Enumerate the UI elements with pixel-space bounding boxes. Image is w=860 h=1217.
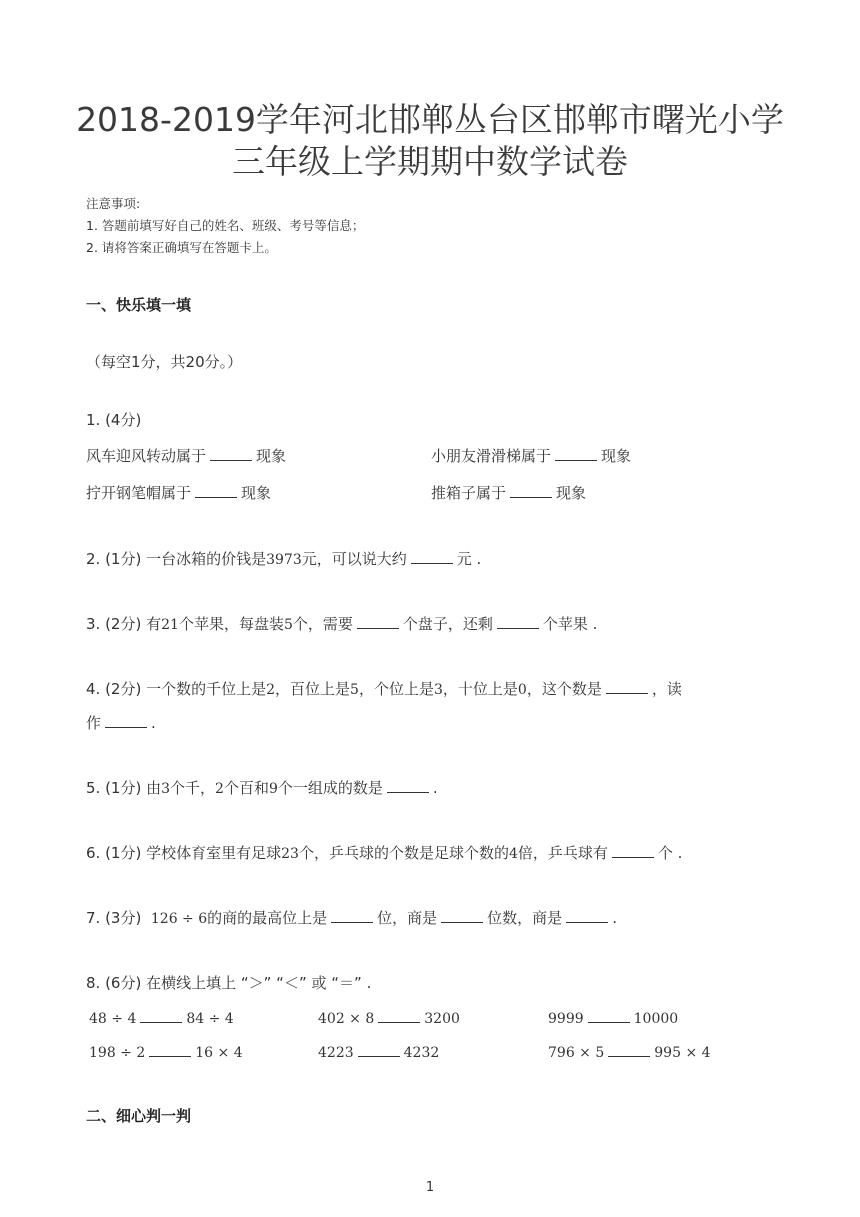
answer-blank[interactable] bbox=[331, 908, 373, 923]
q7-expression: 126 ÷ 6 bbox=[150, 911, 208, 927]
answer-blank[interactable] bbox=[555, 446, 597, 461]
q6-text-end: 个 . bbox=[657, 844, 683, 862]
q4-num-1: 2 bbox=[266, 682, 276, 698]
q8-right-expr: 16 × 4 bbox=[195, 1045, 243, 1061]
answer-blank[interactable] bbox=[608, 1042, 650, 1057]
q3-text-3: 个盘子，还剩 bbox=[402, 615, 493, 633]
q5-text-end: . bbox=[432, 779, 438, 797]
answer-blank[interactable] bbox=[510, 483, 552, 498]
q7-text-3: 位数，商是 bbox=[487, 909, 563, 927]
q3-text-2: 个，需要 bbox=[292, 615, 353, 633]
q8-label: 8. (6分) 在横线上填上 “＞” “＜” 或 “＝” . bbox=[86, 974, 372, 992]
q8-item bbox=[548, 1008, 678, 1027]
page-number: 1 bbox=[425, 1180, 435, 1195]
question-4 bbox=[86, 678, 682, 699]
q1-b-suffix: 现象 bbox=[601, 447, 632, 465]
q5-num-1: 3 bbox=[161, 781, 171, 797]
answer-blank[interactable] bbox=[612, 843, 654, 858]
answer-blank[interactable] bbox=[378, 1008, 420, 1023]
q4-text-1: ，百位上是 bbox=[275, 680, 351, 698]
q6-text: 6. (1分) 学校体育室里有足球 bbox=[86, 844, 282, 862]
answer-blank[interactable] bbox=[606, 679, 648, 694]
q8-right-expr: 10000 bbox=[633, 1011, 679, 1027]
answer-blank[interactable] bbox=[497, 614, 539, 629]
q1-item-d bbox=[431, 482, 586, 503]
q8-item bbox=[318, 1042, 439, 1061]
q2-text-end: 元 . bbox=[456, 550, 482, 568]
q1-item-b bbox=[431, 445, 631, 466]
q1-label: 1. (4分) bbox=[86, 411, 142, 429]
q8-left-expr: 4223 bbox=[318, 1045, 354, 1061]
q1-b-text: 小朋友滑滑梯属于 bbox=[431, 447, 552, 465]
q4-text-2: ，个位上是 bbox=[358, 680, 434, 698]
q8-left-expr: 9999 bbox=[548, 1011, 584, 1027]
answer-blank[interactable] bbox=[195, 483, 237, 498]
q5-num-2: 2 bbox=[215, 781, 224, 797]
q5-text: 5. (1分) 由 bbox=[86, 779, 162, 797]
q8-right-expr: 4232 bbox=[403, 1045, 440, 1061]
section-1-title: 一、快乐填一填 bbox=[86, 296, 192, 314]
q6-num-2: 4 bbox=[508, 846, 518, 862]
q8-left-expr: 198 ÷ 2 bbox=[89, 1045, 146, 1061]
q1-item-c bbox=[86, 482, 271, 503]
q2-text-mid: 元，可以说大约 bbox=[301, 550, 407, 568]
q4-num-4: 0 bbox=[517, 682, 527, 698]
q4-text-4: ，这个数是 bbox=[526, 680, 602, 698]
q3-num-2: 5 bbox=[283, 617, 293, 633]
q1-item-a bbox=[86, 445, 286, 466]
q1-d-text: 推箱子属于 bbox=[431, 484, 507, 502]
q6-num-1: 23 bbox=[281, 846, 299, 862]
question-5 bbox=[86, 777, 438, 798]
notes-heading: 注意事项: bbox=[86, 196, 141, 211]
answer-blank[interactable] bbox=[210, 446, 252, 461]
q6-text-1: 个，乒乓球的个数是足球个数的 bbox=[298, 844, 509, 862]
q5-text-3: 个一组成的数是 bbox=[277, 779, 383, 797]
question-2 bbox=[86, 548, 481, 569]
question-7 bbox=[86, 907, 617, 928]
exam-title-line2: 三年级上学期期中数学试卷 bbox=[232, 142, 628, 181]
question-3 bbox=[86, 613, 597, 634]
q3-text: 3. (2分) 有 bbox=[86, 615, 162, 633]
notes-item-1: 1. 答题前填写好自己的姓名、班级、考号等信息； bbox=[86, 218, 365, 233]
answer-blank[interactable] bbox=[411, 549, 453, 564]
q8-item bbox=[318, 1008, 460, 1027]
q1-c-text: 拧开钢笔帽属于 bbox=[86, 484, 192, 502]
q3-num-1: 21 bbox=[161, 617, 179, 633]
answer-blank[interactable] bbox=[441, 908, 483, 923]
answer-blank[interactable] bbox=[140, 1008, 182, 1023]
q5-text-2: 个百和 bbox=[223, 779, 269, 797]
q4-num-2: 5 bbox=[350, 682, 359, 698]
q5-num-3: 9 bbox=[268, 781, 278, 797]
answer-blank[interactable] bbox=[358, 1042, 400, 1057]
notes-item-2: 2. 请将答案正确填写在答题卡上。 bbox=[86, 240, 277, 255]
q2-price: 3973 bbox=[266, 552, 302, 568]
section-1-scoring: （每空1分，共20分。） bbox=[86, 353, 243, 371]
answer-blank[interactable] bbox=[387, 778, 429, 793]
q1-a-text: 风车迎风转动属于 bbox=[86, 447, 207, 465]
answer-blank[interactable] bbox=[149, 1042, 191, 1057]
q4-text: 4. (2分) 一个数的千位上是 bbox=[86, 680, 267, 698]
q3-text-1: 个苹果，每盘装 bbox=[178, 615, 284, 633]
q7-label: 7. (3分) bbox=[86, 909, 142, 927]
section-2-title: 二、细心判一判 bbox=[86, 1107, 192, 1125]
q5-text-1: 个千， bbox=[170, 779, 216, 797]
q1-a-suffix: 现象 bbox=[256, 447, 287, 465]
answer-blank[interactable] bbox=[588, 1008, 630, 1023]
q1-d-suffix: 现象 bbox=[556, 484, 587, 502]
q6-text-2: 倍，乒乓球有 bbox=[517, 844, 608, 862]
q4-num-3: 3 bbox=[433, 682, 443, 698]
q8-right-expr: 3200 bbox=[424, 1011, 460, 1027]
q8-item bbox=[89, 1008, 234, 1027]
q8-left-expr: 48 ÷ 4 bbox=[89, 1011, 137, 1027]
q4-line2-text: 作 bbox=[86, 714, 102, 732]
q3-text-end: 个苹果 . bbox=[542, 615, 598, 633]
q7-text-1: 的商的最高位上是 bbox=[207, 909, 328, 927]
answer-blank[interactable] bbox=[566, 908, 608, 923]
q4-text-3: ，十位上是 bbox=[442, 680, 518, 698]
q8-right-expr: 995 × 4 bbox=[654, 1045, 711, 1061]
q8-item bbox=[548, 1042, 711, 1061]
q8-left-expr: 402 × 8 bbox=[318, 1011, 375, 1027]
answer-blank[interactable] bbox=[357, 614, 399, 629]
q8-right-expr: 84 ÷ 4 bbox=[186, 1011, 234, 1027]
q1-c-suffix: 现象 bbox=[241, 484, 272, 502]
q7-text-2: 位，商是 bbox=[377, 909, 438, 927]
q2-text: 2. (1分) 一台冰箱的价钱是 bbox=[86, 550, 267, 568]
question-4-line-2 bbox=[86, 712, 156, 733]
q7-text-end: . bbox=[612, 909, 617, 927]
exam-title-line1: 2018-2019学年河北邯郸丛台区邯郸市曙光小学 bbox=[76, 100, 784, 139]
q4-text-end: ，读 bbox=[651, 680, 682, 698]
q8-left-expr: 796 × 5 bbox=[548, 1045, 605, 1061]
q4-line2-end: . bbox=[151, 714, 156, 732]
q8-item bbox=[89, 1042, 243, 1061]
question-6 bbox=[86, 842, 682, 863]
answer-blank[interactable] bbox=[105, 713, 147, 728]
